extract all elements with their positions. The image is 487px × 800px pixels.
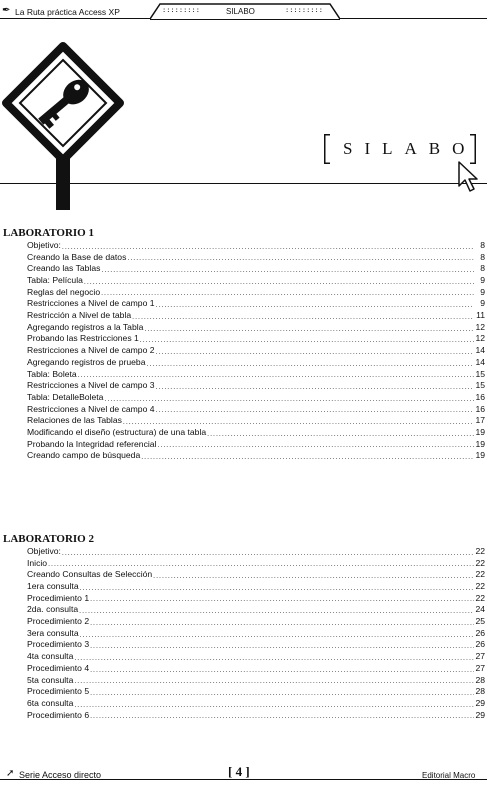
cursor-arrow-icon — [455, 160, 481, 194]
toc-entry-page: 15 — [475, 368, 485, 379]
toc-entry-page: 19 — [475, 438, 485, 449]
toc-entry-page: 16 — [475, 403, 485, 414]
toc-entry-label: 2da. consulta — [27, 604, 79, 615]
toc-leader-dots — [101, 289, 474, 298]
toc-entry-page: 22 — [475, 569, 485, 580]
cursor-small-icon: ➚ — [6, 768, 15, 779]
toc-entry-label: Relaciones de las Tablas — [27, 415, 122, 426]
toc-entry-label: Restricciones a Nivel de campo 4 — [27, 403, 155, 414]
toc-entry-label: Restricciones a Nivel de campo 2 — [27, 345, 155, 356]
toc-leader-dots — [157, 441, 474, 450]
toc-entry-label: Reglas del negocio — [27, 286, 101, 297]
toc-leader-dots — [90, 595, 474, 604]
toc-leader-dots — [79, 607, 474, 616]
toc-entry-label: Inicio — [27, 557, 48, 568]
toc-leader-dots — [84, 278, 474, 287]
toc-entry-label: Tabla: DetalleBoleta — [27, 391, 104, 402]
toc-entry-page: 9 — [480, 286, 485, 297]
toc-entry-page: 27 — [475, 651, 485, 662]
toc-entry-label: Creando la Base de datos — [27, 251, 127, 262]
toc-entry-page: 22 — [475, 592, 485, 603]
toc-entry — [27, 298, 485, 310]
toc-leader-dots — [153, 572, 474, 581]
toc-entry-label: 3era consulta — [27, 627, 79, 638]
toc-entry-label: Restricciones a Nivel de campo 1 — [27, 298, 155, 309]
toc-entry-page: 22 — [475, 557, 485, 568]
header-dots-left: ::::::::: — [162, 6, 200, 14]
toc-entry-label: Probando las Restricciones 1 — [27, 333, 139, 344]
toc-entry — [27, 380, 485, 392]
toc-entry-page: 27 — [475, 662, 485, 673]
toc-entry-page: 14 — [475, 356, 485, 367]
toc-leader-dots — [140, 336, 474, 345]
key-sign-icon — [0, 40, 140, 210]
toc-entry-page: 9 — [480, 298, 485, 309]
toc-entry — [27, 710, 485, 722]
toc-entry — [27, 581, 485, 593]
toc-entry-label: Agregando registros a la Tabla — [27, 321, 144, 332]
toc-entry — [27, 686, 485, 698]
toc-entry-label: Procedimiento 2 — [27, 616, 90, 627]
toc-entry-label: Procedimiento 5 — [27, 686, 90, 697]
toc-entry-page: 19 — [475, 450, 485, 461]
toc-entry-label: Agregando registros de prueba — [27, 356, 146, 367]
toc-leader-dots — [207, 430, 474, 439]
toc-leader-dots — [80, 631, 474, 640]
toc-leader-dots — [146, 360, 474, 369]
toc-entry-page: 19 — [475, 426, 485, 437]
toc-entry-page: 14 — [475, 345, 485, 356]
toc-leader-dots — [132, 313, 474, 322]
toc-entry-page: 28 — [475, 674, 485, 685]
toc-entry-page: 11 — [476, 310, 485, 321]
toc-leader-dots — [74, 701, 474, 710]
toc-leader-dots — [90, 642, 474, 651]
toc-entry — [27, 415, 485, 427]
toc-entry-label: Tabla: Boleta — [27, 368, 77, 379]
header-section-title: SILABO — [226, 7, 255, 16]
toc-entry-label: 1era consulta — [27, 581, 79, 592]
toc-entry-label: 6ta consulta — [27, 697, 74, 708]
lab2-title: LABORATORIO 2 — [3, 533, 94, 545]
toc-entry-page: 29 — [475, 697, 485, 708]
toc-leader-dots — [156, 383, 474, 392]
toc-entry — [27, 698, 485, 710]
toc-leader-dots — [156, 348, 474, 357]
toc-leader-dots — [78, 371, 474, 380]
toc-leader-dots — [141, 453, 474, 462]
toc-entry — [27, 640, 485, 652]
toc-entry — [27, 675, 485, 687]
toc-entry — [27, 287, 485, 299]
lab1-toc — [27, 240, 485, 462]
toc-entry-page: 15 — [475, 380, 485, 391]
toc-entry-page: 25 — [475, 616, 485, 627]
header-dots-right: ::::::::: — [285, 6, 323, 14]
toc-entry-label: Creando campo de búsqueda — [27, 450, 141, 461]
toc-leader-dots — [80, 584, 474, 593]
toc-entry-label: 5ta consulta — [27, 674, 74, 685]
toc-entry — [27, 663, 485, 675]
header-book-title: La Ruta práctica Access XP — [15, 7, 120, 17]
toc-entry — [27, 546, 485, 558]
toc-entry-label: Probando la Integridad referencial — [27, 438, 157, 449]
toc-entry — [27, 651, 485, 663]
toc-entry — [27, 593, 485, 605]
toc-entry — [27, 263, 485, 275]
toc-entry-page: 12 — [475, 333, 485, 344]
toc-entry-label: Restricción a Nivel de tabla — [27, 310, 132, 321]
toc-leader-dots — [156, 406, 474, 415]
lab2-toc — [27, 546, 485, 721]
toc-leader-dots — [90, 712, 474, 721]
lab1-title: LABORATORIO 1 — [3, 227, 94, 239]
toc-leader-dots — [62, 243, 474, 252]
toc-leader-dots — [90, 619, 474, 628]
toc-entry-page: 26 — [475, 639, 485, 650]
toc-leader-dots — [90, 689, 474, 698]
toc-entry-page: 24 — [475, 604, 485, 615]
toc-entry-page: 26 — [475, 627, 485, 638]
toc-entry — [27, 558, 485, 570]
toc-entry-page: 28 — [475, 686, 485, 697]
toc-entry-page: 22 — [475, 545, 485, 556]
toc-entry-label: 4ta consulta — [27, 651, 74, 662]
toc-entry — [27, 404, 485, 416]
toc-entry — [27, 450, 485, 462]
toc-entry — [27, 310, 485, 322]
toc-entry — [27, 569, 485, 581]
banner-title: SILABO — [343, 139, 477, 158]
toc-entry-label: Modificando el diseño (estructura) de una tabla — [27, 426, 207, 437]
toc-entry-page: 22 — [475, 581, 485, 592]
toc-leader-dots — [74, 677, 474, 686]
toc-entry-label: Objetivo: — [27, 239, 61, 250]
toc-entry-label: Tabla: Película — [27, 275, 83, 286]
toc-entry — [27, 628, 485, 640]
toc-entry — [27, 334, 485, 346]
toc-entry-label: Procedimiento 3 — [27, 639, 90, 650]
toc-leader-dots — [90, 666, 474, 675]
toc-leader-dots — [48, 560, 474, 569]
toc-entry-page: 12 — [475, 321, 485, 332]
toc-entry — [27, 616, 485, 628]
toc-leader-dots — [144, 325, 474, 334]
toc-entry-page: 8 — [480, 251, 485, 262]
toc-entry-page: 8 — [480, 263, 485, 274]
toc-entry-page: 8 — [480, 239, 485, 250]
toc-leader-dots — [104, 395, 474, 404]
toc-entry-page: 9 — [480, 275, 485, 286]
footer-publisher: Editorial Macro — [422, 771, 476, 780]
toc-entry-label: Objetivo: — [27, 545, 61, 556]
toc-leader-dots — [74, 654, 474, 663]
page-number: [ 4 ] — [228, 764, 250, 779]
toc-entry — [27, 345, 485, 357]
toc-entry-page: 16 — [475, 391, 485, 402]
toc-entry-page: 29 — [475, 709, 485, 720]
toc-leader-dots — [101, 266, 474, 275]
toc-entry-label: Procedimiento 1 — [27, 592, 90, 603]
book-pen-icon: ✒ — [2, 5, 11, 16]
toc-entry — [27, 322, 485, 334]
toc-entry — [27, 439, 485, 451]
toc-entry-label: Restricciones a Nivel de campo 3 — [27, 380, 155, 391]
toc-entry — [27, 427, 485, 439]
banner-rule — [0, 183, 487, 184]
toc-leader-dots — [123, 418, 474, 427]
toc-leader-dots — [156, 301, 474, 310]
toc-entry — [27, 240, 485, 252]
toc-entry-label: Creando Consultas de Selección — [27, 569, 153, 580]
toc-entry-label: Procedimiento 6 — [27, 709, 90, 720]
toc-entry — [27, 252, 485, 264]
toc-leader-dots — [127, 254, 474, 263]
toc-entry — [27, 275, 485, 287]
toc-entry — [27, 604, 485, 616]
toc-entry — [27, 357, 485, 369]
toc-entry-page: 17 — [475, 415, 485, 426]
toc-entry — [27, 369, 485, 381]
toc-entry — [27, 392, 485, 404]
footer-series: Serie Acceso directo — [19, 770, 102, 780]
toc-entry-label: Creando las Tablas — [27, 263, 101, 274]
toc-leader-dots — [62, 549, 474, 558]
toc-entry-label: Procedimiento 4 — [27, 662, 90, 673]
